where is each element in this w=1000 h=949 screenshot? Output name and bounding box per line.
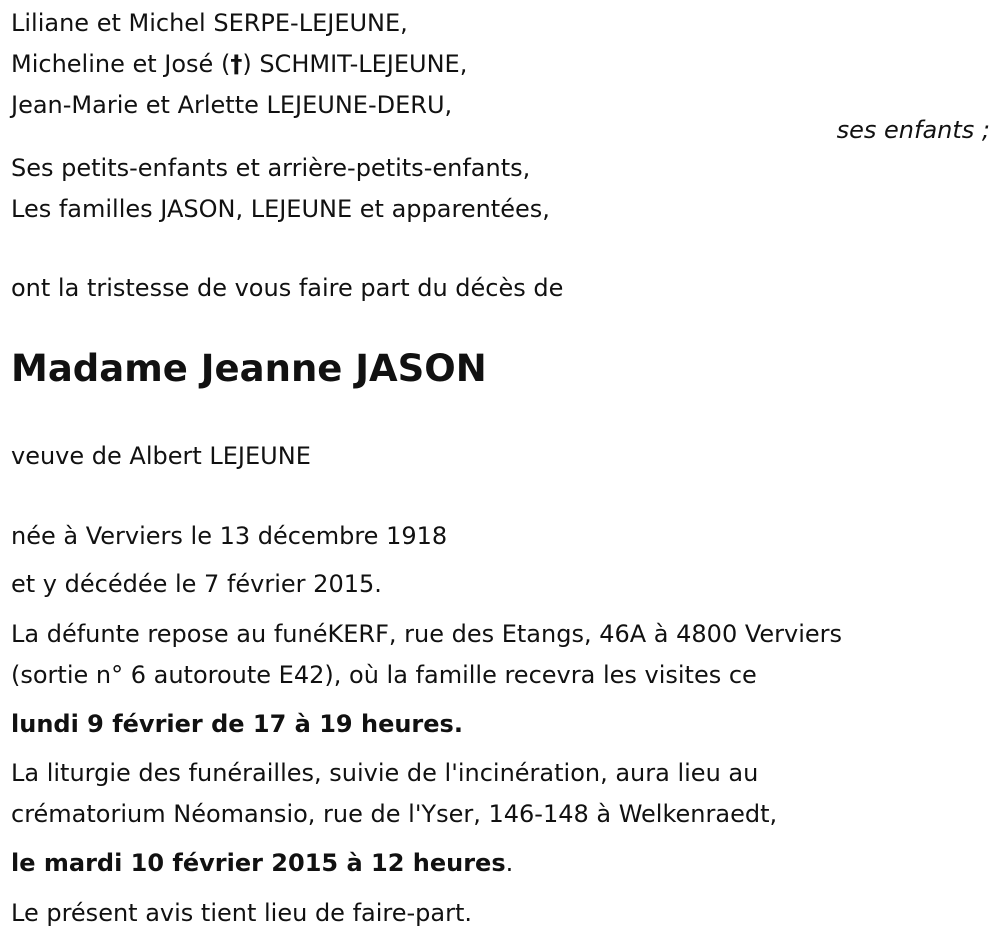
family-line-2	[11, 49, 467, 79]
cross-icon: †	[230, 50, 243, 78]
family-line-2-end: ) SCHMIT-LEJEUNE,	[242, 50, 468, 78]
family-line-3: Jean-Marie et Arlette LEJEUNE-DERU,	[11, 91, 453, 119]
ceremony-time-line	[11, 848, 513, 878]
family-line-4: Ses petits-enfants et arrière-petits-enfants,	[11, 154, 531, 182]
ceremony-line-1: La liturgie des funérailles, suivie de l'incinération, aura lieu au	[11, 759, 759, 787]
family-line-1: Liliane et Michel SERPE-LEJEUNE,	[11, 9, 408, 37]
ceremony-time: le mardi 10 février 2015 à 12 heures	[11, 849, 506, 877]
family-line-5: Les familles JASON, LEJEUNE et apparentées,	[11, 195, 550, 223]
relation-label: ses enfants ;	[836, 116, 990, 144]
closing-note: Le présent avis tient lieu de faire-part.	[11, 899, 473, 927]
visitation-line-2: (sortie n° 6 autoroute E42), où la famille recevra les visites ce	[11, 661, 757, 689]
announcement-text: ont la tristesse de vous faire part du décès de	[11, 274, 564, 302]
ceremony-line-2: crématorium Néomansio, rue de l'Yser, 146-148 à Welkenraedt,	[11, 800, 778, 828]
ceremony-time-period: .	[505, 849, 514, 877]
family-line-2-start: Micheline et José (	[11, 50, 231, 78]
spouse-info: veuve de Albert LEJEUNE	[11, 442, 311, 470]
deceased-name: Madame Jeanne JASON	[11, 347, 487, 390]
visitation-line-1: La défunte repose au funéKERF, rue des Etangs, 46A à 4800 Verviers	[11, 620, 843, 648]
birth-info: née à Verviers le 13 décembre 1918	[11, 522, 448, 550]
visitation-time: lundi 9 février de 17 à 19 heures.	[11, 710, 463, 738]
death-info: et y décédée le 7 février 2015.	[11, 570, 382, 598]
